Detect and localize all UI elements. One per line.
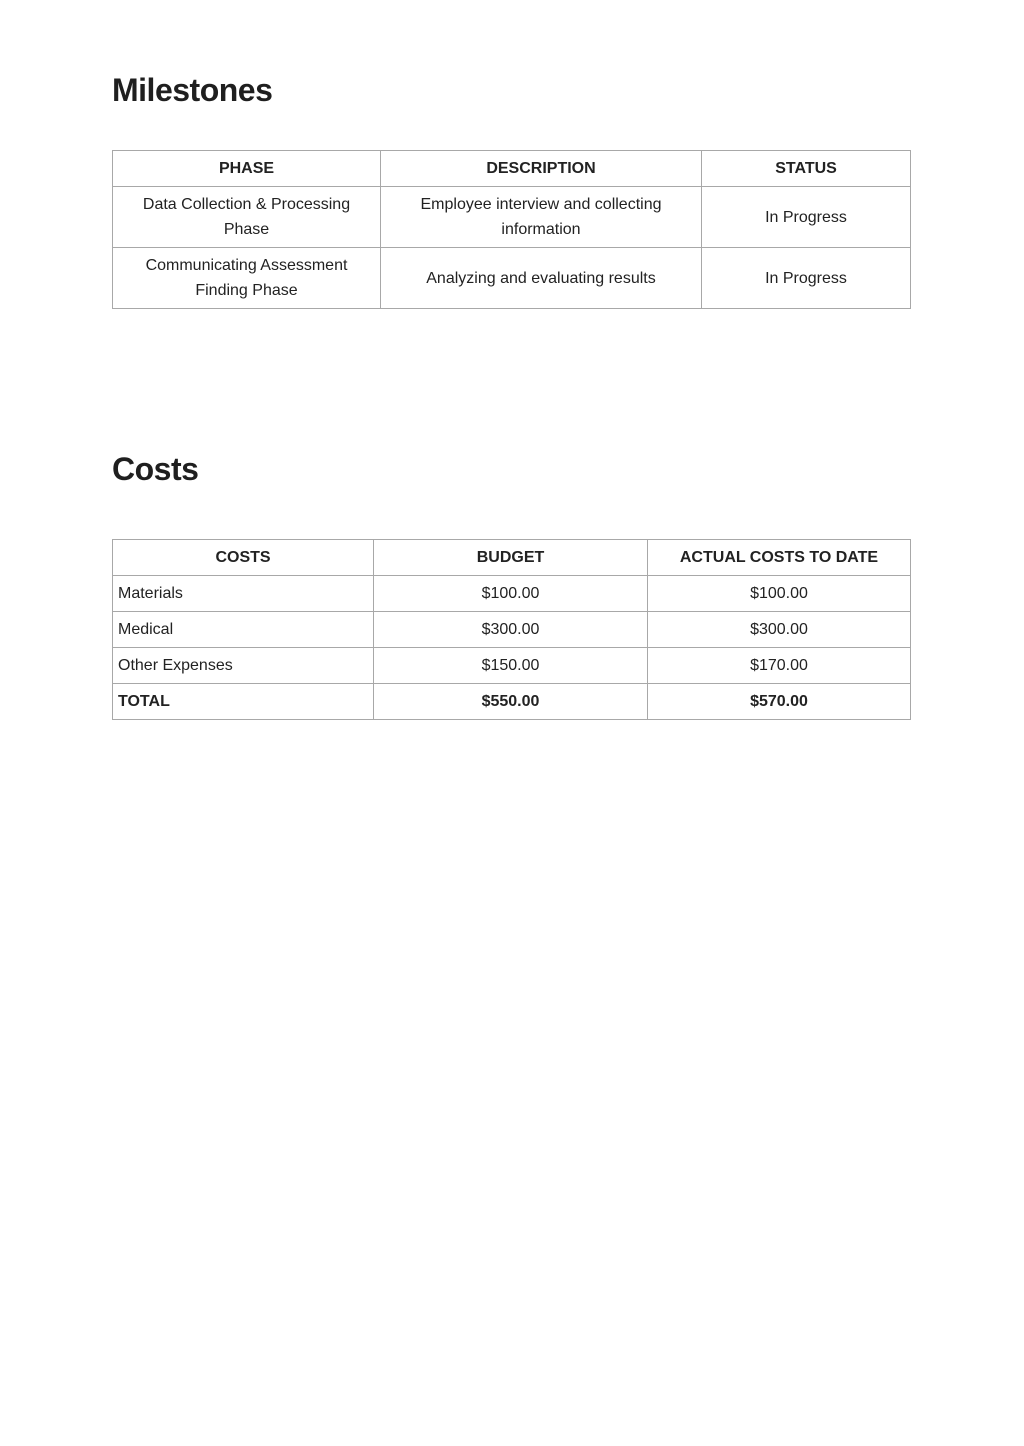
costs-header-budget: BUDGET [374, 540, 648, 576]
milestone-status: In Progress [702, 248, 911, 309]
cost-budget: $150.00 [374, 648, 648, 684]
milestone-row [113, 248, 911, 309]
costs-table [112, 539, 911, 720]
cost-actual: $100.00 [648, 576, 911, 612]
cost-actual: $300.00 [648, 612, 911, 648]
milestone-phase: Communicating Assessment Finding Phase [113, 248, 381, 309]
costs-header-costs: COSTS [113, 540, 374, 576]
cost-total-row [113, 684, 911, 720]
milestones-header-phase: PHASE [113, 151, 381, 187]
cost-total-actual: $570.00 [648, 684, 911, 720]
costs-heading: Costs [112, 451, 199, 487]
costs-header-row [113, 540, 911, 576]
cost-actual: $170.00 [648, 648, 911, 684]
milestone-description: Analyzing and evaluating results [381, 248, 702, 309]
cost-item: Materials [113, 576, 374, 612]
cost-budget: $100.00 [374, 576, 648, 612]
cost-total-label: TOTAL [113, 684, 374, 720]
cost-item: Medical [113, 612, 374, 648]
milestones-header-row [113, 151, 911, 187]
cost-item: Other Expenses [113, 648, 374, 684]
cost-row [113, 612, 911, 648]
milestones-heading: Milestones [112, 72, 273, 108]
milestones-table [112, 150, 911, 309]
milestone-phase: Data Collection & Processing Phase [113, 187, 381, 248]
cost-total-budget: $550.00 [374, 684, 648, 720]
cost-row [113, 648, 911, 684]
milestones-header-description: DESCRIPTION [381, 151, 702, 187]
milestone-description: Employee interview and collecting information [381, 187, 702, 248]
milestones-header-status: STATUS [702, 151, 911, 187]
cost-budget: $300.00 [374, 612, 648, 648]
milestone-status: In Progress [702, 187, 911, 248]
costs-header-actual: ACTUAL COSTS TO DATE [648, 540, 911, 576]
milestone-row [113, 187, 911, 248]
cost-row [113, 576, 911, 612]
